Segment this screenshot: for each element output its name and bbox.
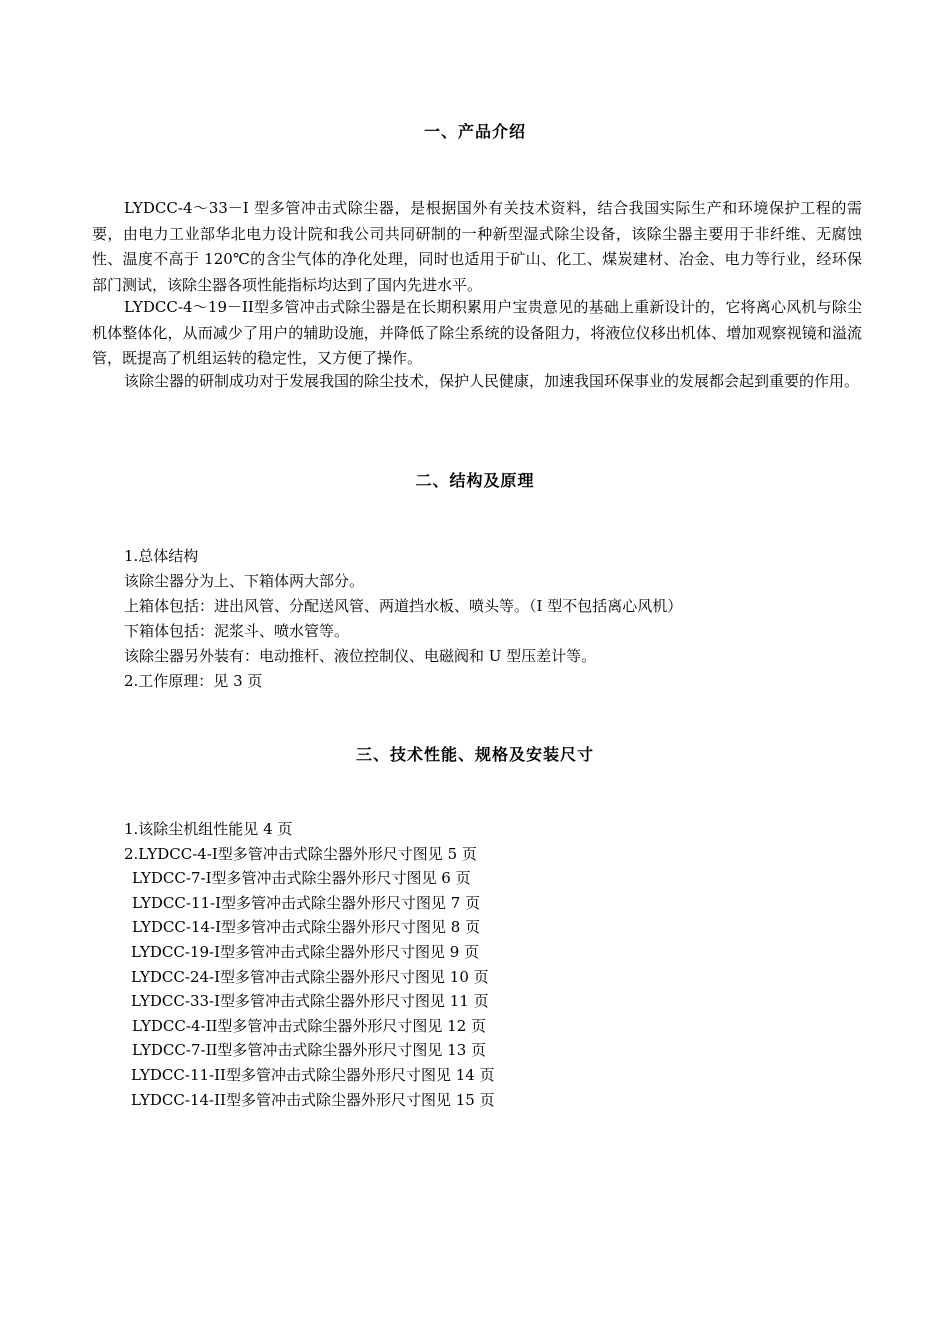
list-item: 该除尘器另外装有：电动推杆、液位控制仪、电磁阀和 U 型压差计等。 xyxy=(124,647,597,665)
list-item: 2.工作原理：见 3 页 xyxy=(124,672,263,690)
paragraph-intro-1: LYDCC-4～33－I 型多管冲击式除尘器，是根据国外有关技术资料，结合我国实际生产和环境保护工程的需要，由电力工业部华北电力设计院和我公司共同研制的一种新型湿式除尘设备，该除尘器主要用于非纤维、无腐蚀性、温度不高于 120℃的含尘气体的净化处理，同时也适用于矿山、化工、煤炭建材、冶金、电力等行业，经环保部门测试，该除尘器各项性能指标均达到了国内先进水平。 xyxy=(92,199,862,294)
paragraph-intro-3: 该除尘器的研制成功对于发展我国的除尘技术，保护人民健康，加速我国环保事业的发展都会起到重要的作用。 xyxy=(124,372,860,390)
list-item: LYDCC-7-I型多管冲击式除尘器外形尺寸图见 6 页 xyxy=(132,869,471,888)
list-item: 上箱体包括：进出风管、分配送风管、两道挡水板、喷头等。（I 型不包括离心风机） xyxy=(124,597,683,615)
list-item: 1.总体结构 xyxy=(124,547,199,565)
list-item: LYDCC-14-II型多管冲击式除尘器外形尺寸图见 15 页 xyxy=(131,1090,495,1109)
list-item: LYDCC-24-I型多管冲击式除尘器外形尺寸图见 10 页 xyxy=(131,967,489,986)
paragraph-intro-2: LYDCC-4～19－II型多管冲击式除尘器是在长期积累用户宝贵意见的基础上重新设计的，它将离心风机与除尘机体整体化，从而减少了用户的辅助设施，并降低了除尘系统的设备阻力，将液位仪移出机体、增加观察视镜和溢流管，既提高了机组运转的稳定性，又方便了操作。 xyxy=(92,298,862,367)
list-item: 下箱体包括：泥浆斗、喷水管等。 xyxy=(124,622,350,640)
specs-list xyxy=(124,817,864,1112)
list-item: LYDCC-14-I型多管冲击式除尘器外形尺寸图见 8 页 xyxy=(132,918,481,937)
list-item: 该除尘器分为上、下箱体两大部分。 xyxy=(124,572,365,590)
section-heading-specs: 三、技术性能、规格及安装尺寸 xyxy=(355,745,594,764)
list-item: LYDCC-33-I型多管冲击式除尘器外形尺寸图见 11 页 xyxy=(131,992,489,1011)
list-item: LYDCC-19-I型多管冲击式除尘器外形尺寸图见 9 页 xyxy=(131,942,480,961)
list-item: LYDCC-11-II型多管冲击式除尘器外形尺寸图见 14 页 xyxy=(131,1065,495,1084)
list-item: LYDCC-7-II型多管冲击式除尘器外形尺寸图见 13 页 xyxy=(132,1041,487,1060)
list-item: 1.该除尘机组性能见 4 页 xyxy=(124,820,293,838)
list-item: LYDCC-4-II型多管冲击式除尘器外形尺寸图见 12 页 xyxy=(132,1016,487,1035)
list-item: 2.LYDCC-4-I型多管冲击式除尘器外形尺寸图见 5 页 xyxy=(124,844,477,863)
section-heading-structure: 二、结构及原理 xyxy=(415,471,535,490)
structure-list xyxy=(124,544,864,694)
section-heading-product-intro: 一、产品介绍 xyxy=(423,122,526,141)
list-item: LYDCC-11-I型多管冲击式除尘器外形尺寸图见 7 页 xyxy=(132,893,481,912)
